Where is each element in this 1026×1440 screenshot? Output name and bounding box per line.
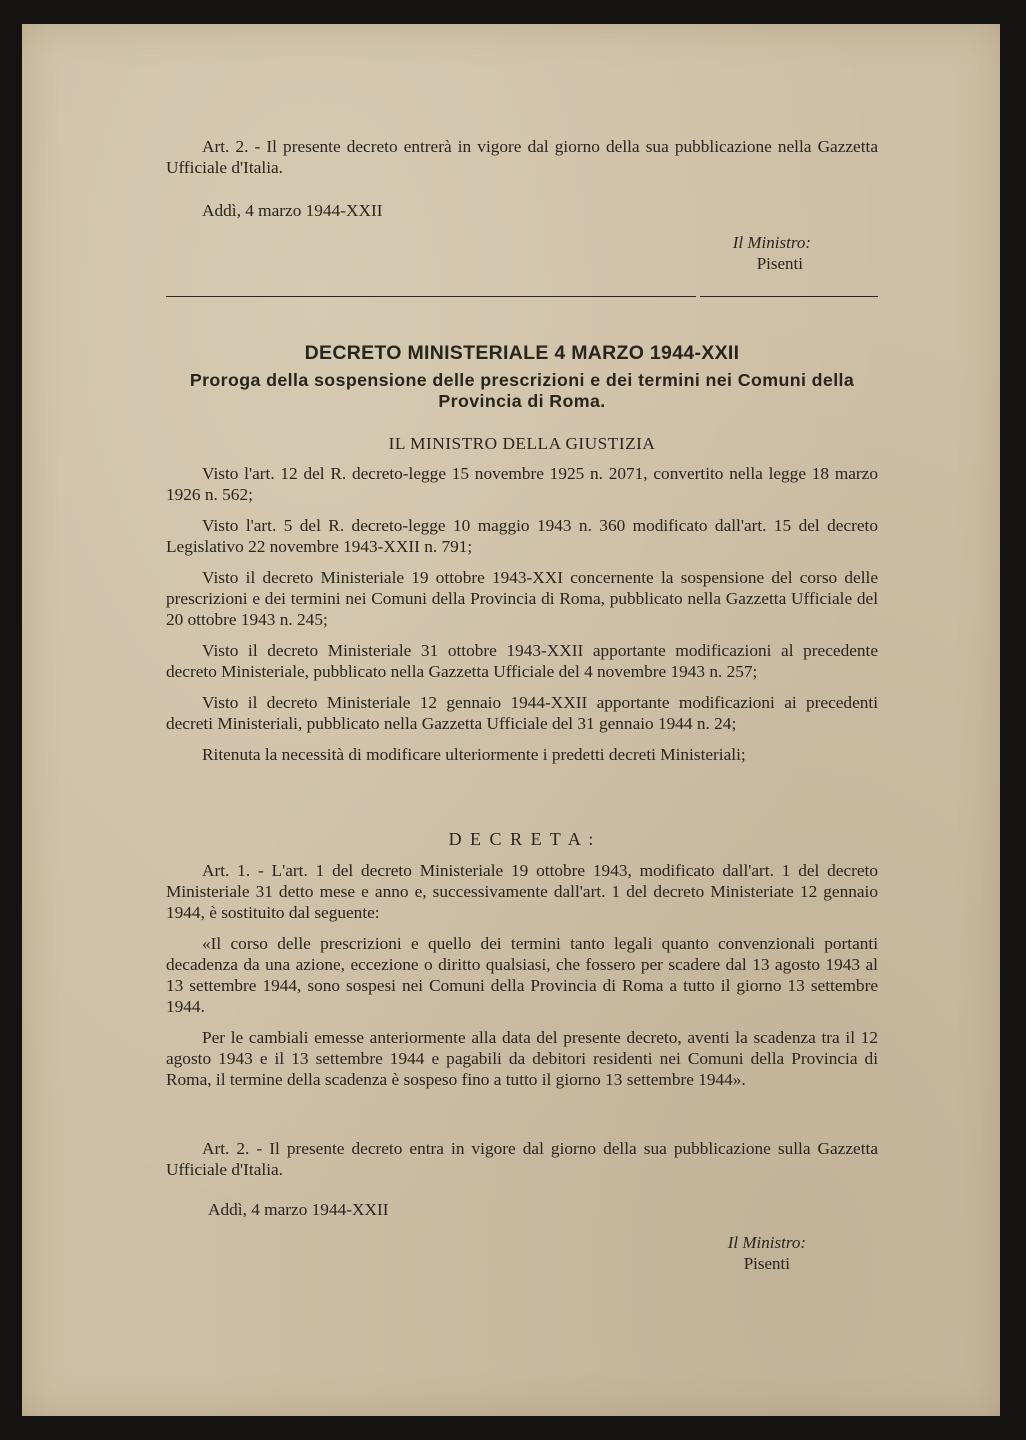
recital-2: Visto l'art. 5 del R. decreto-legge 10 maggio 1943 n. 360 modificato dall'art. 15 del decreto Legislativo 22 novembre 1943-XXII n. 791; [166, 516, 878, 556]
decree-date-block [166, 1199, 878, 1220]
decree-date: Addì, 4 marzo 1944-XXII [208, 1200, 389, 1219]
top-signature [166, 232, 811, 274]
decree-header [150, 341, 894, 412]
decree-signature-title: Il Ministro: [727, 1233, 806, 1252]
article-1: Art. 1. - L'art. 1 del decreto Ministeriale 19 ottobre 1943, modificato dall'art. 1 del decreto Ministeriale 31 detto mese e anno e, successivamente dall'art. 1 del decreto Ministeriate 12 gennaio 1944, è sostituito dal seguente: [166, 861, 878, 922]
recital-4: Visto il decreto Ministeriale 31 ottobre 1943-XXII apportante modificazioni al precedente decreto Ministeriale, pubblicato nella Gazzetta Ufficiale del 4 novembre 1943 n. 257; [166, 641, 878, 681]
separator-rule-right [700, 296, 878, 297]
recital-6: Ritenuta la necessità di modificare ulteriormente i predetti decreti Ministeriali; [202, 745, 746, 764]
top-article-2 [166, 136, 878, 178]
top-signature-title: Il Ministro: [732, 233, 811, 252]
top-art2-text: Art. 2. - Il presente decreto entrerà in vigore dal giorno della sua pubblicazione nella Gazzetta Ufficiale d'Italia. [166, 137, 878, 177]
decree-subtitle: Proroga della sospensione delle prescrizioni e dei termini nei Comuni della Provincia di Roma. [189, 370, 855, 411]
top-date: Addì, 4 marzo 1944-XXII [202, 201, 383, 220]
authority-block [166, 433, 878, 454]
authority-line: IL MINISTRO DELLA GIUSTIZIA [388, 434, 656, 453]
decreta-heading: D E C R E T A : [448, 829, 596, 849]
decreta-block [166, 829, 878, 850]
top-date-block [166, 200, 878, 221]
recital-5: Visto il decreto Ministeriale 12 gennaio 1944-XXII apportante modificazioni ai precedenti decreti Ministeriali, pubblicato nella Gazzetta Ufficiale del 31 gennaio 1944 n. 24; [166, 693, 878, 733]
recital-1: Visto l'art. 12 del R. decreto-legge 15 novembre 1925 n. 2071, convertito nella legge 18 marzo 1926 n. 562; [166, 464, 878, 504]
article-2-block [166, 1138, 878, 1180]
recitals [166, 463, 878, 765]
recital-3: Visto il decreto Ministeriale 19 ottobre 1943-XXI concernente la sospensione del corso delle prescrizioni e dei termini nei Comuni della Provincia di Roma, pubblicato nella Gazzetta Ufficiale del 20 ottobre 1943 n. 245; [166, 568, 878, 629]
article-1-block [166, 860, 878, 1090]
top-signature-name: Pisenti [756, 254, 803, 273]
separator-rule-left [166, 296, 696, 297]
article-1-quote-2: Per le cambiali emesse anteriormente alla data del presente decreto, aventi la scadenza tra il 12 agosto 1943 e il 13 settembre 1944 e pagabili da debitori residenti nei Comuni della Provincia di Roma, il termine della scadenza è sospeso fino a tutto il giorno 13 settembre 1944». [166, 1028, 878, 1089]
article-2: Art. 2. - Il presente decreto entra in vigore dal giorno della sua pubblicazione sulla Gazzetta Ufficiale d'Italia. [166, 1139, 878, 1179]
decree-signature-name: Pisenti [743, 1254, 790, 1273]
decree-heading: DECRETO MINISTERIALE 4 MARZO 1944-XXII [304, 342, 740, 364]
article-1-quote-1: «Il corso delle prescrizioni e quello dei termini tanto legali quanto convenzionali portanti decadenza da una azione, eccezione o diritto qualsiasi, che fossero per scadere dal 13 agosto 1943 al 13 settembre 1944, sono sospesi nei Comuni della Provincia di Roma a tutto il giorno 13 settembre 1944. [166, 934, 878, 1016]
decree-signature [166, 1232, 806, 1274]
